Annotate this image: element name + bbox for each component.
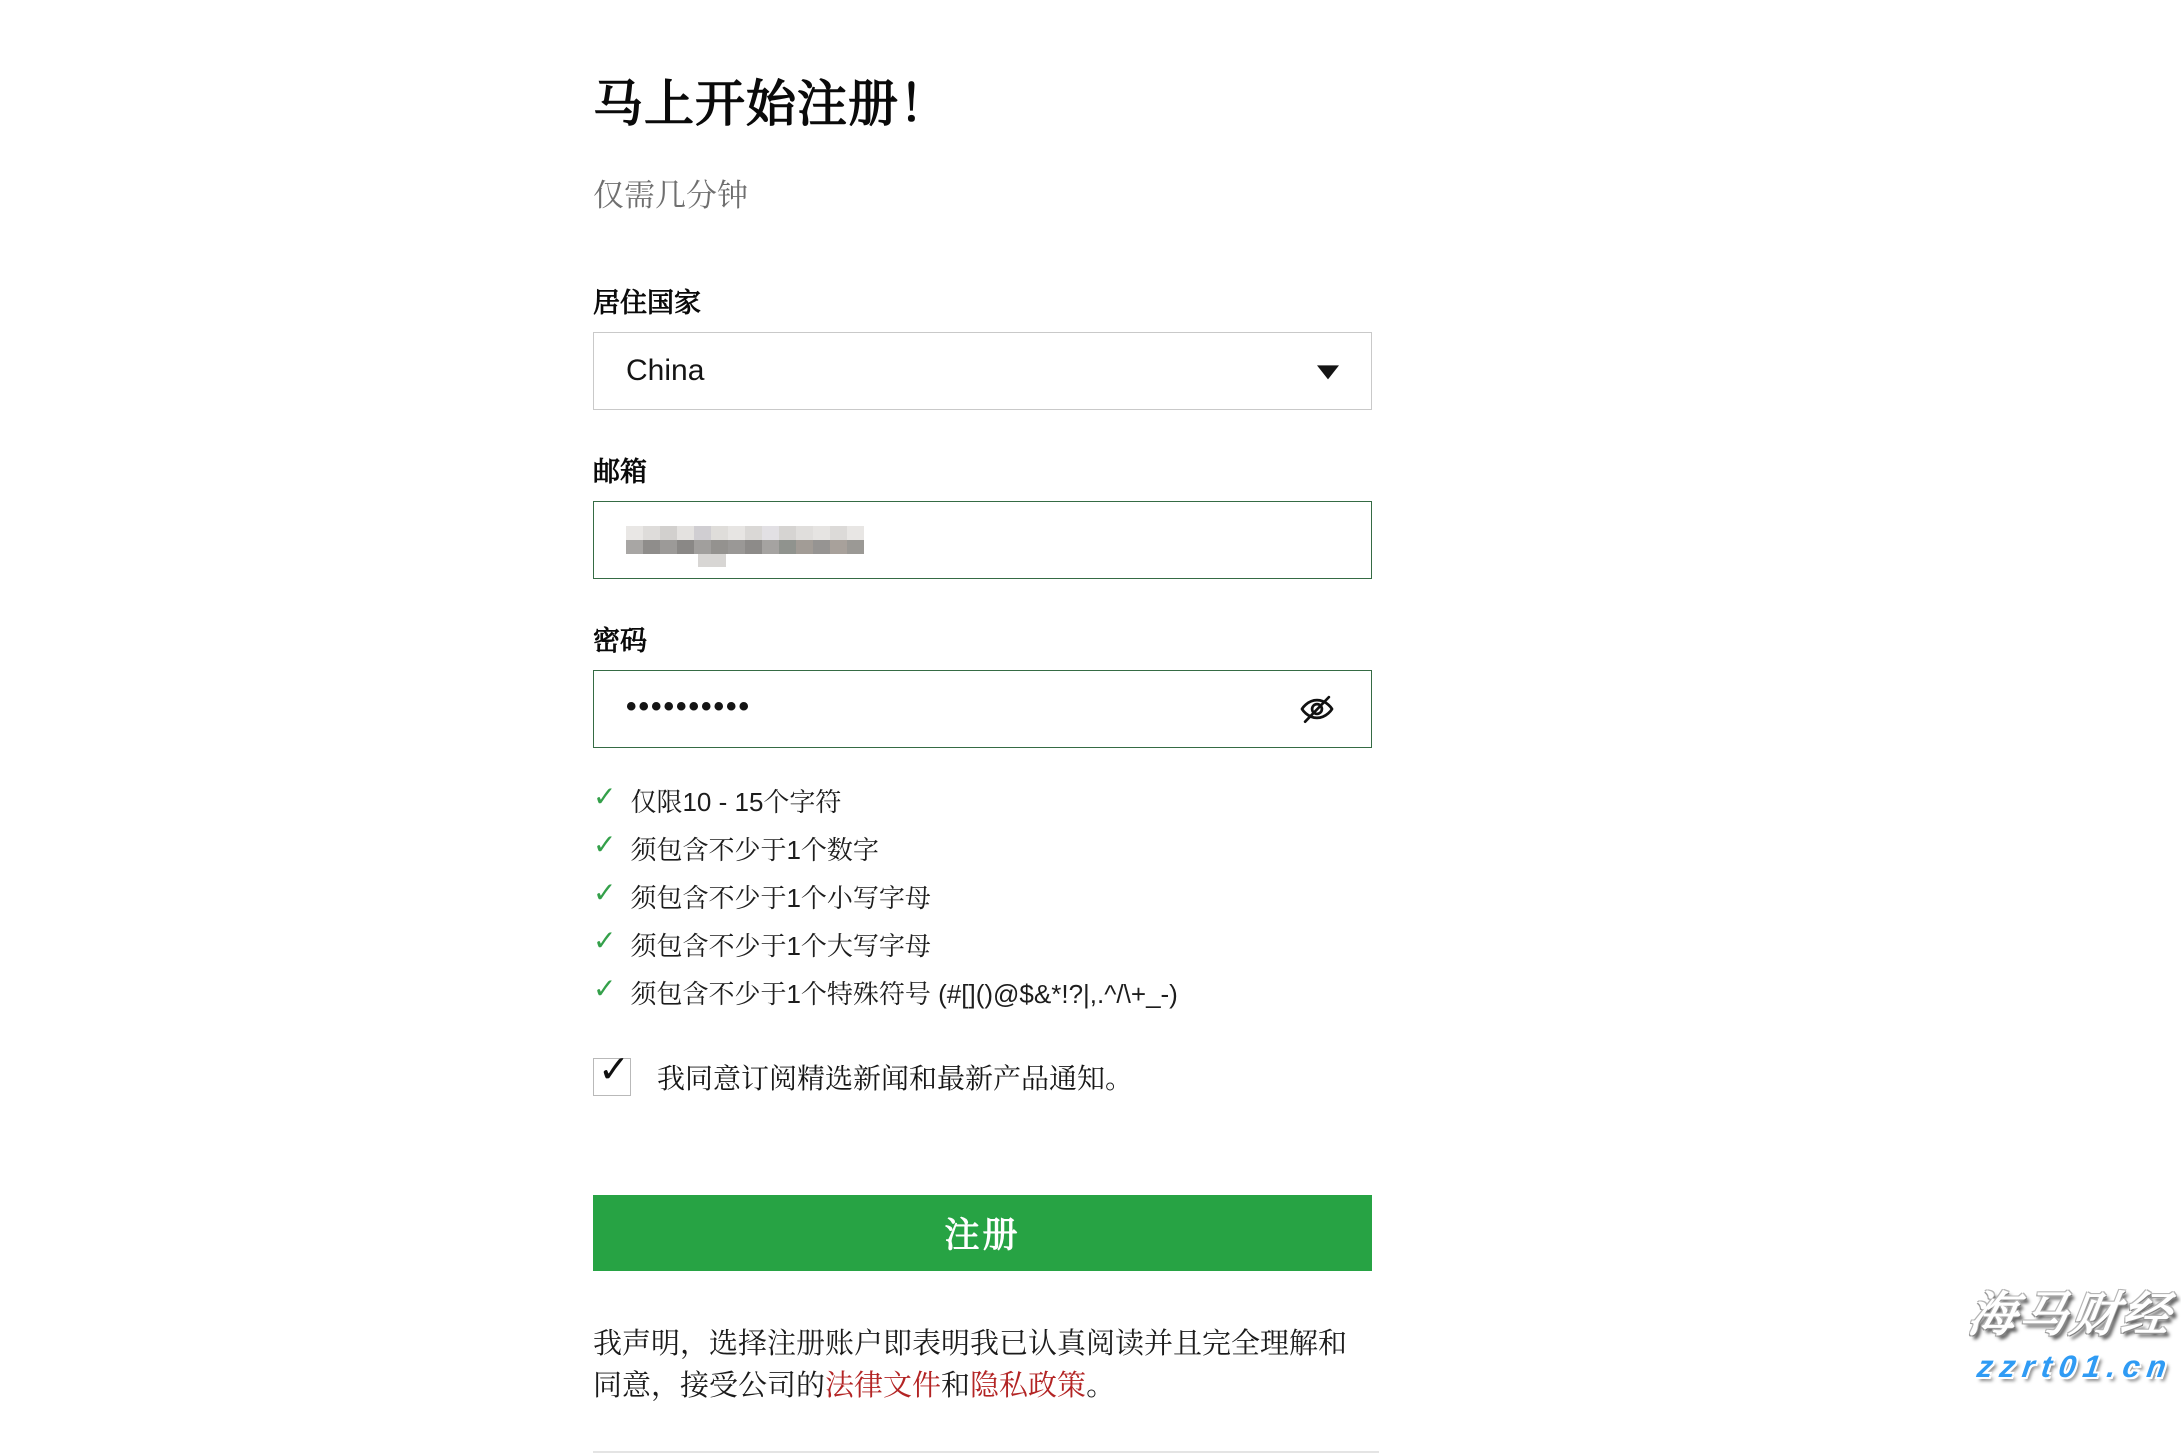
check-icon: ✓ [593, 781, 617, 812]
redaction-pixel [660, 540, 677, 554]
country-label: 居住国家 [593, 288, 701, 318]
redaction-pixel [626, 526, 643, 540]
redaction-pixel [847, 526, 864, 540]
page-subtitle: 仅需几分钟 [593, 178, 748, 213]
password-rule [593, 782, 1372, 819]
password-rule [593, 878, 1372, 915]
email-input[interactable] [593, 501, 1372, 579]
password-rules-list [593, 782, 1372, 1011]
country-select[interactable] [593, 332, 1372, 410]
check-icon: ✓ [593, 829, 617, 860]
redaction-pixel [677, 526, 694, 540]
password-rule [593, 974, 1372, 1011]
disclaimer-conjunction: 和 [941, 1370, 971, 1403]
password-rule [593, 926, 1372, 963]
watermark [1964, 1276, 2177, 1385]
redaction-pixel [813, 540, 830, 554]
password-rule-text: 须包含不少于1个大写字母 [630, 931, 931, 961]
redaction-pixel [643, 526, 660, 540]
redaction-pixel [762, 526, 779, 540]
redaction-pixel [813, 526, 830, 540]
redaction-pixel [660, 526, 677, 540]
redaction-pixel [830, 526, 847, 540]
redaction-pixel [694, 526, 711, 540]
redaction-pixel [694, 540, 711, 554]
register-button[interactable]: 注册 [593, 1195, 1372, 1271]
redaction-pixel [626, 540, 643, 554]
redacted-email-value [626, 526, 872, 554]
password-input[interactable] [593, 670, 1372, 748]
password-rule-text: 须包含不少于1个小写字母 [630, 883, 931, 913]
redacted-email-row-main [626, 540, 872, 554]
newsletter-opt-in-row [593, 1049, 1372, 1097]
redaction-pixel [677, 540, 694, 554]
redaction-pixel [728, 526, 745, 540]
disclaimer-text: 我声明，选择注册账户即表明我已认真阅读并且完全理解和同意，接受公司的 [593, 1328, 1348, 1403]
check-icon: ✓ [593, 925, 617, 956]
redaction-pixel [745, 526, 762, 540]
legal-disclaimer [593, 1323, 1372, 1407]
password-rule-text: 须包含不少于1个特殊符号 (#[]()@$&*!?|,.^/\+_-) [630, 979, 1178, 1009]
newsletter-checkbox[interactable] [593, 1049, 631, 1096]
newsletter-label: 我同意订阅精选新闻和最新产品通知。 [657, 1063, 1134, 1094]
redaction-pixel [779, 540, 796, 554]
redaction-pixel [711, 540, 728, 554]
email-label: 邮箱 [593, 457, 647, 487]
redacted-email-row-top [626, 526, 872, 540]
privacy-policy-link[interactable]: 隐私政策 [970, 1370, 1087, 1403]
redaction-pixel-tail [698, 554, 726, 567]
password-rule [593, 830, 1372, 867]
signup-form [593, 0, 1372, 1453]
redaction-pixel [847, 540, 864, 554]
disclaimer-suffix: 。 [1086, 1370, 1116, 1403]
password-label: 密码 [593, 626, 647, 656]
redaction-pixel [711, 526, 728, 540]
eye-off-icon [1298, 690, 1336, 728]
redaction-pixel [762, 540, 779, 554]
country-selected-value: China [626, 354, 705, 387]
legal-documents-link[interactable]: 法律文件 [825, 1370, 942, 1403]
page-title: 马上开始注册！ [593, 76, 950, 132]
password-masked-value: •••••••••• [626, 690, 752, 723]
redaction-pixel [796, 526, 813, 540]
checkbox-check-icon: ✓ [598, 1049, 630, 1091]
redaction-pixel [745, 540, 762, 554]
check-icon: ✓ [593, 973, 617, 1004]
redaction-pixel [830, 540, 847, 554]
chevron-down-icon [1317, 365, 1339, 379]
watermark-brand: 海马财经 [1964, 1289, 2177, 1342]
redaction-pixel [796, 540, 813, 554]
check-icon: ✓ [593, 877, 617, 908]
toggle-password-visibility-button[interactable] [1295, 687, 1339, 731]
redaction-pixel [779, 526, 796, 540]
redaction-pixel [643, 540, 660, 554]
redaction-pixel [728, 540, 745, 554]
watermark-site: zzrt01.cn [1974, 1349, 2176, 1384]
password-rule-text: 仅限10 - 15个字符 [630, 787, 842, 817]
password-rule-text: 须包含不少于1个数字 [630, 835, 879, 865]
